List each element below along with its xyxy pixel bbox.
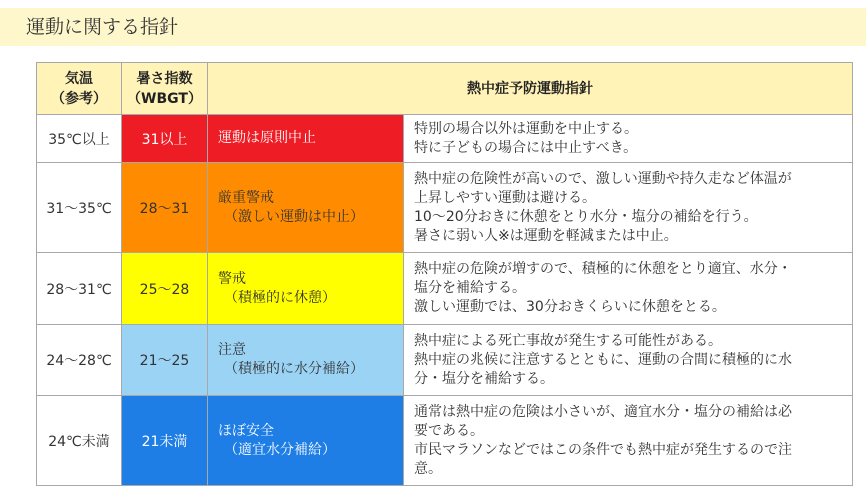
wbgt-cell: 31以上 — [122, 115, 208, 163]
level-cell — [208, 396, 404, 486]
level-label: 運動は原則中止 — [218, 130, 316, 146]
description-line: 上昇しやすい運動は避ける。 — [414, 189, 596, 206]
level-sublabel: （積極的に休憩） — [224, 289, 336, 306]
page-title: 運動に関する指針 — [0, 8, 866, 46]
level-cell — [208, 325, 404, 396]
wbgt-cell: 21～25 — [122, 325, 208, 396]
description-line: 熱中症の危険が増すので、積極的に休憩をとり適宜、水分・ — [414, 261, 792, 277]
description-line: 熱中症の危険性が高いので、激しい運動や持久走など体温が — [414, 170, 792, 187]
description-cell — [404, 163, 853, 253]
level-sublabel: （積極的に水分補給） — [224, 361, 364, 377]
description-cell — [404, 396, 853, 486]
level-label: ほぼ安全 — [218, 422, 274, 439]
level-cell — [208, 253, 404, 325]
description-cell — [404, 253, 853, 325]
description-line: 通常は熱中症の危険は小さいが、適宜水分・塩分の補給は必 — [414, 403, 792, 420]
header-temperature-line1: 気温 — [65, 70, 93, 87]
header-wbgt-line1: 暑さ指数 — [136, 70, 193, 87]
level-sublabel: （適宜水分補給） — [224, 441, 336, 458]
header-wbgt-line2: （WBGT） — [127, 90, 202, 107]
level-cell — [208, 115, 404, 163]
level-label: 厳重警戒 — [218, 189, 274, 206]
table-row — [37, 163, 853, 253]
level-label: 警戒 — [218, 270, 246, 287]
description-line: 要である。 — [414, 422, 484, 439]
table-header-row — [37, 63, 853, 115]
temperature-cell: 24℃未満 — [37, 396, 122, 486]
description-line: 特別の場合以外は運動を中止する。 — [414, 120, 638, 137]
description-line: 意。 — [414, 460, 442, 477]
table-row — [37, 115, 853, 163]
level-label: 注意 — [218, 342, 246, 358]
description-cell — [404, 325, 853, 396]
wbgt-cell: 21未満 — [122, 396, 208, 486]
level-cell — [208, 163, 404, 253]
description-line: 塩分を補給する。 — [414, 280, 526, 296]
description-line: 熱中症の兆候に注意するとともに、運動の合間に積極的に水 — [414, 351, 792, 368]
table-row — [37, 253, 853, 325]
description-line: 暑さに弱い人※は運動を軽減または中止。 — [414, 227, 678, 244]
temperature-cell: 35℃以上 — [37, 115, 122, 163]
header-temperature — [37, 63, 122, 115]
header-guideline: 熱中症予防運動指針 — [208, 63, 853, 115]
level-sublabel: （激しい運動は中止） — [224, 208, 364, 225]
description-cell — [404, 115, 853, 163]
heat-stroke-guideline-table — [36, 62, 853, 486]
description-line: 特に子どもの場合には中止すべき。 — [414, 139, 638, 156]
description-line: 10～20分おきに休憩をとり水分・塩分の補給を行う。 — [414, 208, 758, 225]
description-line: 市民マラソンなどではこの条件でも熱中症が発生するので注 — [414, 441, 792, 458]
wbgt-cell: 25～28 — [122, 253, 208, 325]
wbgt-cell: 28～31 — [122, 163, 208, 253]
temperature-cell: 24～28℃ — [37, 325, 122, 396]
table-row — [37, 325, 853, 396]
description-line: 熱中症による死亡事故が発生する可能性がある。 — [414, 332, 722, 349]
table-row — [37, 396, 853, 486]
description-line: 激しい運動では、30分おきくらいに休憩をとる。 — [414, 299, 726, 315]
temperature-cell: 31～35℃ — [37, 163, 122, 253]
description-line: 分・塩分を補給する。 — [414, 370, 554, 387]
header-temperature-line2: （参考） — [51, 90, 107, 107]
temperature-cell: 28～31℃ — [37, 253, 122, 325]
header-wbgt — [122, 63, 208, 115]
